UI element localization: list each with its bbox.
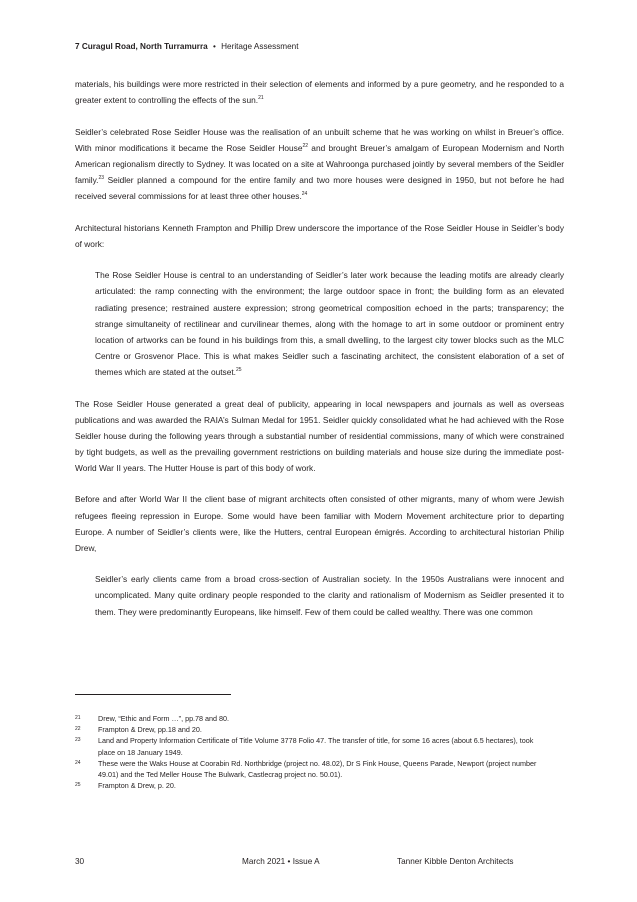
block-quote-drew: Seidler’s early clients came from a broad cross-section of Australian society. In the 1950s Australians were innocent and uncomplicated. Many quite ordinary people responded to the clarity and rationalism of Modernism as Seidler presented it to them. They were predominantly Europeans, like himself. Few of them could be called wealthy. There was one common (95, 574, 564, 617)
paragraph-3: Architectural historians Kenneth Frampton and Phillip Drew underscore the importance of the Rose Seidler House in Seidler’s body of work: (75, 222, 564, 249)
footnote (75, 758, 545, 780)
footer-issue: Issue A (292, 857, 320, 866)
footer-date: March 2021 (242, 857, 286, 866)
footnote (75, 780, 545, 791)
footnote-number: 22 (75, 726, 81, 733)
footnote-text: Frampton & Drew, pp.18 and 20. (98, 725, 202, 735)
paragraph-1: materials, his buildings were more restricted in their selection of elements and informed by a pure geometry, and he responded to a greater extent to controlling the effects of the sun.$^{21}$ (75, 79, 564, 106)
header-bullet: • (212, 42, 216, 51)
footnote-ref-25: 25 (236, 366, 242, 373)
footer-issue-date (242, 857, 320, 866)
footnote-divider (75, 694, 231, 695)
running-header (75, 42, 299, 51)
footnote-ref-21: 21 (258, 95, 264, 102)
paragraph-4: The Rose Seidler House generated a great deal of publicity, appearing in local newspapers and journals as well as overseas publications and was awarded the RAIA’s Sulman Medal for 1951. Seidler quickly consolidated what he had achieved with the Rose Seidler house during the following years through a substantial number of residential commissions, many of which were constrained by tight budgets, as well as the prevailing government restrictions on building materials and house size during the immediate post-World War II years. The Hutter House is part of this body of work. (75, 398, 564, 473)
footnote-ref-23: 23 (98, 174, 105, 181)
header-report-type: Heritage Assessment (221, 42, 299, 51)
paragraph-5: Before and after World War II the client base of migrant architects often consisted of other migrants, many of whom were Jewish refugees fleeing repression in Europe. Some would have been familiar with Modern Movement architecture prior to departing Europe. A number of Seidler’s clients were, like the Hutters, central European émigrés. According to architectural historian Philip Drew, (75, 494, 564, 553)
footnote-number: 25 (75, 782, 81, 789)
footnote-number: 21 (75, 715, 81, 721)
header-address: 7 Curagul Road, North Turramurra (75, 42, 208, 51)
footnote (75, 713, 545, 724)
footnote-number: 23 (75, 737, 81, 744)
footnote (75, 735, 545, 757)
block-quote-frampton-drew: The Rose Seidler House is central to an understanding of Seidler’s later work because the leading motifs are already clearly articulated: the ramp connecting with the environment; the large outdoor space in front; the building form as an elevated radiating presence; restrained austere expression; strong geometrical composition echoed in the parts; transparency; the strange simultaneity of rectilinear and curvilinear themes, along with the homage to art in some outdoor or prominent entry location of artworks can be found in his buildings from this, a small dwelling, to the largest city tower blocks such as the MLC Centre or Grosvenor Place. This is what makes Seidler such a fascinating architect, the consistent elaboration of a set of themes which are stated at the outset.$^{25}$ (95, 270, 564, 377)
footnote-ref-22: 22 (302, 142, 309, 149)
page-number: 30 (75, 857, 85, 866)
footnotes (75, 713, 545, 791)
body-text (75, 76, 564, 635)
footnote-text: These were the Waks House at Coorabin Rd. Northbridge (project no. 48.02), Dr S Fink House, Queens Parade, Newport (project number 49.01) and the Ted Meller House The Bulwark, Castlecrag project no. 50.01). (98, 758, 537, 780)
footnote-ref-24: 24 (301, 191, 308, 198)
footnote-text: Drew, “Ethic and Form …”, pp.78 and 80. (98, 714, 230, 723)
footnote-text: Frampton & Drew, p. 20. (98, 781, 176, 791)
footnote-text: Land and Property Information Certificate of Title Volume 3778 Folio 47. The transfer of title, for some 16 acres (about 6.5 hectares), took place on 18 January 1949. (98, 736, 534, 757)
footnote-number: 24 (75, 759, 81, 766)
footer-bullet: • (287, 857, 291, 866)
footnote (75, 724, 545, 735)
footer-firm: Tanner Kibble Denton Architects (397, 857, 514, 866)
paragraph-2: Seidler’s celebrated Rose Seidler House was the realisation of an unbuilt scheme that he was working on whilst in Breuer’s office. With minor modifications it became the Rose Seidler House$^{22}$ and brought Breuer’s amalgam of European Modernism and North American regionalism directly to Sydney. It was located on a site at Wahroonga purchased jointly by several members of the Seidler family.$^{23}$ Seidler planned a compound for the entire family and two more houses were designed in 1950, but not before he had received several commissions for at least three other houses.$^{24}$ (75, 126, 564, 202)
